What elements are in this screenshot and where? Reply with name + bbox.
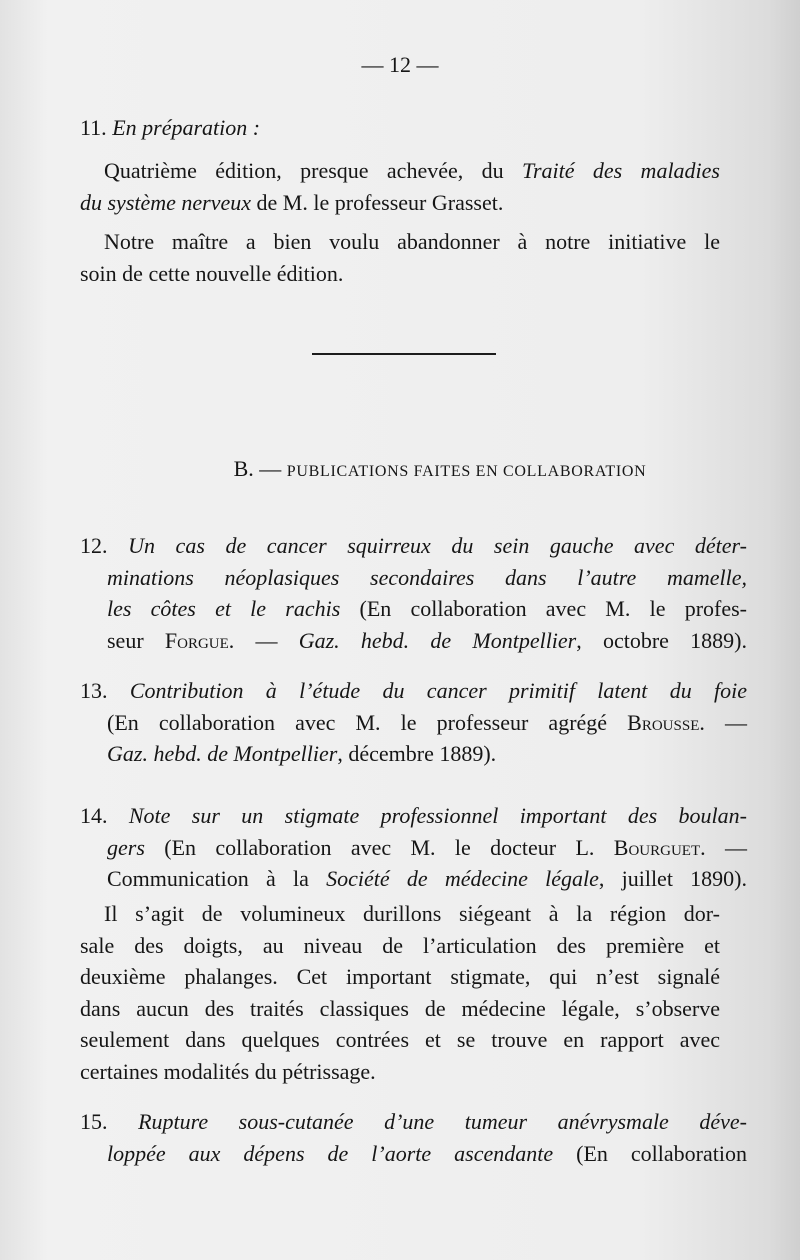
author-name: Forgue xyxy=(164,627,229,653)
text-line: minations néoplasiques secondaires dans l’autre mamelle, xyxy=(107,564,747,590)
text-line: 15. Rupture sous-cutanée d’une tumeur anévrysmale déve- xyxy=(80,1109,747,1134)
item-11-paragraph-2 xyxy=(80,226,720,289)
text-line: seur Forgue. — Gaz. hebd. de Montpellier, octobre 1889). xyxy=(107,627,747,653)
item-title: En préparation : xyxy=(112,115,261,140)
section-letter: B. — xyxy=(233,456,282,481)
text-line: les côtes et le rachis (En collaboration avec M. le profes- xyxy=(107,596,747,621)
item-number: 11. xyxy=(80,115,107,140)
item-11-heading xyxy=(80,112,720,144)
text-line: certaines modalités du pétrissage. xyxy=(80,1058,376,1084)
text-line: 14. Note sur un stigmate professionnel important des boulan- xyxy=(80,803,747,828)
text-line: soin de cette nouvelle édition. xyxy=(80,260,344,286)
item-number: 12. xyxy=(80,533,108,558)
item-15 xyxy=(80,1106,747,1169)
text-line: Il s’agit de volumineux durillons siégeant à la région dor- xyxy=(104,901,720,926)
section-heading xyxy=(0,456,800,482)
text-line: gers (En collaboration avec M. le docteur L. Bourguet. — xyxy=(107,834,747,860)
item-number: 13. xyxy=(80,678,108,703)
text-line: (En collaboration avec M. le professeur agrégé Brousse. — xyxy=(107,709,747,735)
item-14-description xyxy=(80,898,720,1087)
text-line: Quatrième édition, presque achevée, du Traité des maladies xyxy=(104,158,720,183)
text-line: 13. Contribution à l’étude du cancer primitif latent du foie xyxy=(80,678,747,703)
text-line: loppée aux dépens de l’aorte ascendante (En collaboration xyxy=(107,1140,747,1166)
text-line: deuxième phalanges. Cet important stigmate, qui n’est signalé xyxy=(80,964,720,989)
item-number: 15. xyxy=(80,1109,108,1134)
item-12 xyxy=(80,530,747,656)
text-line: 12. Un cas de cancer squirreux du sein gauche avec déter- xyxy=(80,533,748,558)
text-line: seulement dans quelques contrées et se trouve en rapport avec xyxy=(80,1027,720,1052)
text-line: Communication à la Société de médecine légale, juillet 1890). xyxy=(107,866,747,891)
section-title: PUBLICATIONS FAITES EN COLLABORATION xyxy=(286,463,647,480)
item-13 xyxy=(80,675,747,770)
author-name: Bourguet xyxy=(613,834,701,860)
author-name: Brousse xyxy=(627,709,700,735)
text-line: dans aucun des traités classiques de médecine légale, s’observe xyxy=(80,995,720,1021)
page-number: — 12 — xyxy=(361,52,439,77)
item-11-paragraph-1 xyxy=(80,155,720,218)
section-divider xyxy=(312,353,496,355)
text-line: du système nerveux de M. le professeur Grasset. xyxy=(80,189,504,215)
item-number: 14. xyxy=(80,803,108,828)
item-14 xyxy=(80,800,747,895)
text-line: Notre maître a bien voulu abandonner à notre initiative le xyxy=(104,229,720,254)
text-line: sale des doigts, au niveau de l’articulation des première et xyxy=(80,932,720,958)
text-line: Gaz. hebd. de Montpellier, décembre 1889). xyxy=(107,741,497,766)
